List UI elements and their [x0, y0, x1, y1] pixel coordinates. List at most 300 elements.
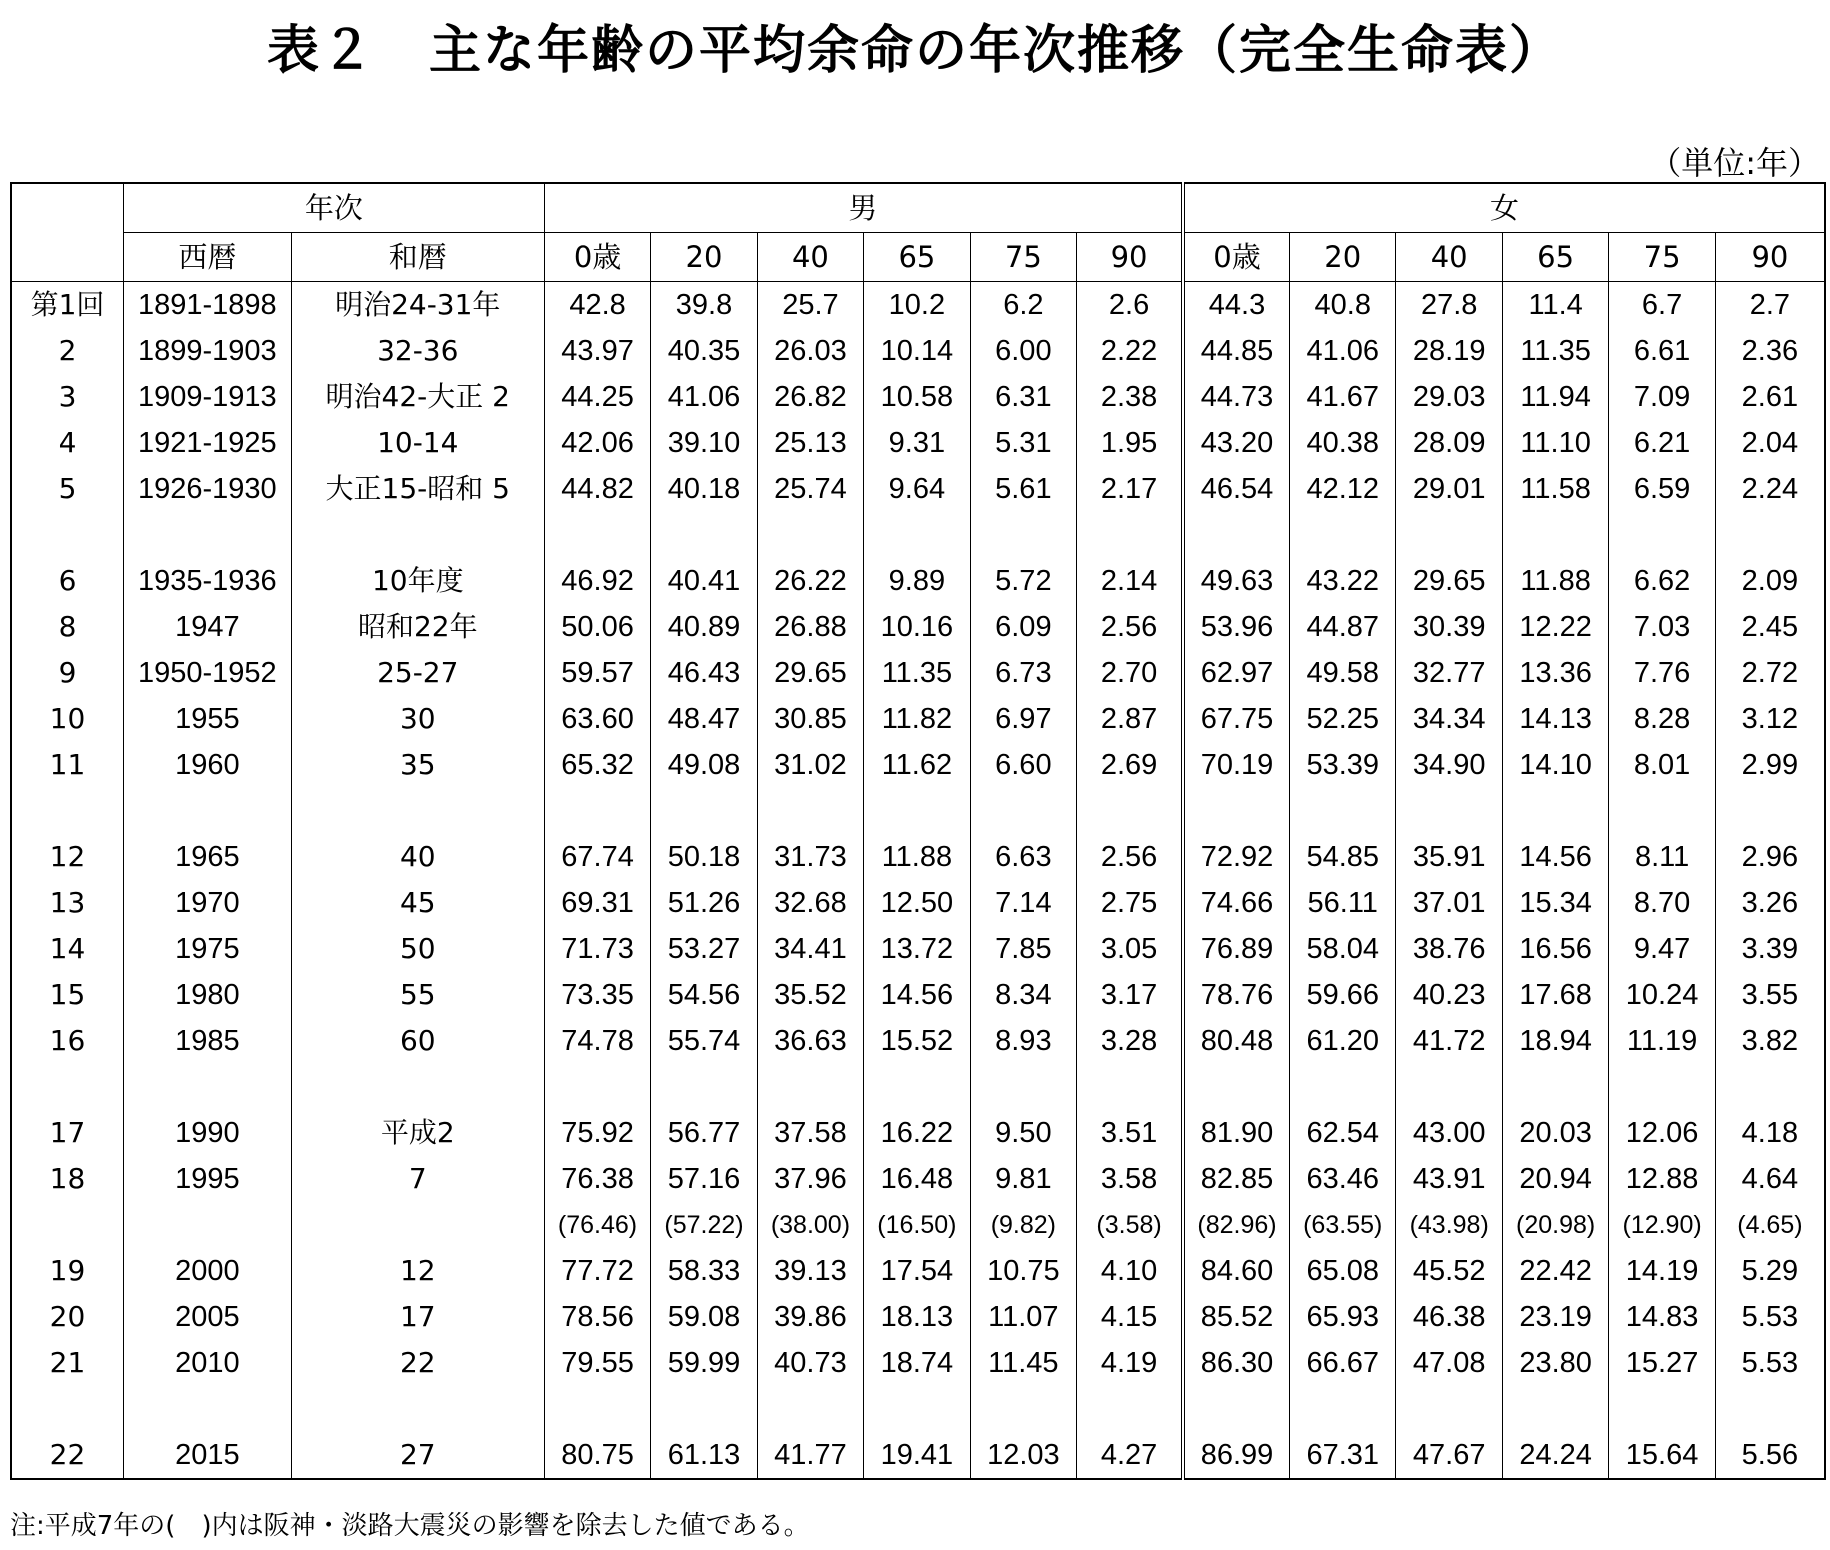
spacer-cell [1077, 1064, 1183, 1110]
female-value-cell: 67.75 [1183, 696, 1289, 742]
male-value-cell: 39.8 [651, 282, 757, 329]
female-value-cell: 47.67 [1396, 1432, 1502, 1479]
round-cell: 20 [11, 1294, 123, 1340]
female-value-cell: 2.24 [1715, 466, 1825, 512]
female-value-cell: 86.99 [1183, 1432, 1289, 1479]
female-value-cell: 20.03 [1502, 1110, 1608, 1156]
female-value-cell: 29.03 [1396, 374, 1502, 420]
male-value-cell: 80.75 [544, 1432, 650, 1479]
male-value-cell: 40.73 [757, 1340, 863, 1386]
female-value-cell: 11.35 [1502, 328, 1608, 374]
spacer-cell [1609, 512, 1715, 558]
female-value-cell: 30.39 [1396, 604, 1502, 650]
female-value-cell: 34.34 [1396, 696, 1502, 742]
wareki-cell: 10年度 [291, 558, 544, 604]
male-value-cell: 26.82 [757, 374, 863, 420]
male-header: 男 [544, 183, 1183, 233]
male-value-cell: (9.82) [970, 1202, 1076, 1248]
wareki-cell: 17 [291, 1294, 544, 1340]
male-value-cell: 16.48 [864, 1156, 970, 1202]
female-value-cell: 3.26 [1715, 880, 1825, 926]
round-cell: 11 [11, 742, 123, 788]
table-row [11, 1156, 1825, 1202]
seireki-cell: 1947 [123, 604, 291, 650]
page-title: 表２ 主な年齢の平均余命の年次推移（完全生命表） [266, 21, 1563, 81]
female-value-cell: 63.46 [1290, 1156, 1396, 1202]
round-cell: 15 [11, 972, 123, 1018]
male-value-cell: 2.22 [1077, 328, 1183, 374]
male-value-cell: 56.77 [651, 1110, 757, 1156]
male-value-cell: 61.13 [651, 1432, 757, 1479]
male-value-cell: 37.58 [757, 1110, 863, 1156]
footnote: 注:平成7年の( )内は阪神・淡路大震災の影響を除去した値である。 [10, 1511, 810, 1541]
female-value-cell: 41.06 [1290, 328, 1396, 374]
male-value-cell: 39.10 [651, 420, 757, 466]
male-value-cell: 73.35 [544, 972, 650, 1018]
round-cell: 6 [11, 558, 123, 604]
seireki-cell: 1965 [123, 834, 291, 880]
table-row [11, 466, 1825, 512]
female-age-header: 40 [1396, 233, 1502, 282]
spacer-cell [291, 788, 544, 834]
male-value-cell: 12.03 [970, 1432, 1076, 1479]
spacer-cell [1396, 512, 1502, 558]
spacer-cell [1183, 512, 1289, 558]
female-value-cell: (4.65) [1715, 1202, 1825, 1248]
male-value-cell: 77.72 [544, 1248, 650, 1294]
male-value-cell: 30.85 [757, 696, 863, 742]
spacer-row [11, 1064, 1825, 1110]
seireki-cell: 1909-1913 [123, 374, 291, 420]
male-value-cell: 6.09 [970, 604, 1076, 650]
male-value-cell: 40.89 [651, 604, 757, 650]
male-value-cell: 53.27 [651, 926, 757, 972]
table-row [11, 374, 1825, 420]
female-value-cell: 4.64 [1715, 1156, 1825, 1202]
female-value-cell: (43.98) [1396, 1202, 1502, 1248]
female-value-cell: 11.4 [1502, 282, 1608, 329]
wareki-cell: 55 [291, 972, 544, 1018]
spacer-cell [1502, 1386, 1608, 1432]
female-value-cell: 2.09 [1715, 558, 1825, 604]
spacer-cell [1502, 512, 1608, 558]
wareki-header: 和暦 [291, 233, 544, 282]
female-value-cell: 3.55 [1715, 972, 1825, 1018]
male-value-cell: 4.15 [1077, 1294, 1183, 1340]
female-value-cell: 2.04 [1715, 420, 1825, 466]
female-value-cell: 8.28 [1609, 696, 1715, 742]
male-value-cell: 44.25 [544, 374, 650, 420]
spacer-cell [291, 512, 544, 558]
wareki-cell: 40 [291, 834, 544, 880]
spacer-row [11, 1386, 1825, 1432]
seireki-cell: 1926-1930 [123, 466, 291, 512]
male-value-cell: 40.35 [651, 328, 757, 374]
female-value-cell: 45.52 [1396, 1248, 1502, 1294]
female-value-cell: 15.34 [1502, 880, 1608, 926]
male-value-cell: 74.78 [544, 1018, 650, 1064]
female-value-cell: 2.36 [1715, 328, 1825, 374]
male-value-cell: 3.58 [1077, 1156, 1183, 1202]
female-value-cell: 11.88 [1502, 558, 1608, 604]
female-value-cell: 28.19 [1396, 328, 1502, 374]
wareki-cell: 明治24-31年 [291, 282, 544, 329]
male-value-cell: 2.87 [1077, 696, 1183, 742]
female-value-cell: 52.25 [1290, 696, 1396, 742]
male-value-cell: 11.88 [864, 834, 970, 880]
female-age-header: 65 [1502, 233, 1608, 282]
male-value-cell: 6.31 [970, 374, 1076, 420]
spacer-cell [1077, 1386, 1183, 1432]
male-value-cell: 8.34 [970, 972, 1076, 1018]
male-value-cell: 31.73 [757, 834, 863, 880]
male-value-cell: 11.45 [970, 1340, 1076, 1386]
male-value-cell: 31.02 [757, 742, 863, 788]
female-value-cell: 44.73 [1183, 374, 1289, 420]
female-value-cell: 46.38 [1396, 1294, 1502, 1340]
male-value-cell: 3.17 [1077, 972, 1183, 1018]
spacer-cell [1290, 512, 1396, 558]
wareki-cell: 60 [291, 1018, 544, 1064]
female-value-cell: 5.29 [1715, 1248, 1825, 1294]
female-value-cell: 12.06 [1609, 1110, 1715, 1156]
male-value-cell: 26.03 [757, 328, 863, 374]
round-cell: 21 [11, 1340, 123, 1386]
male-value-cell: 9.81 [970, 1156, 1076, 1202]
female-value-cell: 37.01 [1396, 880, 1502, 926]
spacer-cell [544, 1064, 650, 1110]
round-cell: 14 [11, 926, 123, 972]
male-value-cell: 3.28 [1077, 1018, 1183, 1064]
male-value-cell: 2.17 [1077, 466, 1183, 512]
spacer-cell [123, 512, 291, 558]
spacer-cell [757, 512, 863, 558]
male-value-cell: 50.06 [544, 604, 650, 650]
spacer-cell [864, 1386, 970, 1432]
seireki-cell: 1955 [123, 696, 291, 742]
spacer-cell [291, 1386, 544, 1432]
male-value-cell: (3.58) [1077, 1202, 1183, 1248]
male-value-cell: (76.46) [544, 1202, 650, 1248]
male-value-cell: 1.95 [1077, 420, 1183, 466]
wareki-cell: 大正15-昭和 5 [291, 466, 544, 512]
wareki-cell: 7 [291, 1156, 544, 1202]
female-value-cell: 14.56 [1502, 834, 1608, 880]
male-value-cell: 37.96 [757, 1156, 863, 1202]
male-value-cell: 65.32 [544, 742, 650, 788]
female-value-cell: 9.47 [1609, 926, 1715, 972]
female-value-cell: 5.53 [1715, 1294, 1825, 1340]
female-value-cell: 15.64 [1609, 1432, 1715, 1479]
male-value-cell: 71.73 [544, 926, 650, 972]
spacer-cell [757, 1064, 863, 1110]
spacer-cell [864, 512, 970, 558]
seireki-cell: 1975 [123, 926, 291, 972]
male-value-cell: 50.18 [651, 834, 757, 880]
male-value-cell: 6.63 [970, 834, 1076, 880]
male-value-cell: (16.50) [864, 1202, 970, 1248]
spacer-cell [651, 1064, 757, 1110]
male-value-cell: 46.92 [544, 558, 650, 604]
male-value-cell: 14.56 [864, 972, 970, 1018]
male-age-header: 20 [651, 233, 757, 282]
spacer-cell [970, 1064, 1076, 1110]
male-value-cell: 13.72 [864, 926, 970, 972]
female-value-cell: 8.70 [1609, 880, 1715, 926]
spacer-cell [11, 1386, 123, 1432]
male-value-cell: 5.61 [970, 466, 1076, 512]
female-value-cell: 11.58 [1502, 466, 1608, 512]
table-row [11, 420, 1825, 466]
table-row [11, 650, 1825, 696]
wareki-cell: 平成2 [291, 1110, 544, 1156]
spacer-cell [1502, 788, 1608, 834]
male-value-cell: 67.74 [544, 834, 650, 880]
male-value-cell: 11.35 [864, 650, 970, 696]
male-value-cell: 39.13 [757, 1248, 863, 1294]
spacer-cell [123, 1064, 291, 1110]
female-value-cell: 28.09 [1396, 420, 1502, 466]
spacer-cell [970, 1386, 1076, 1432]
round-cell: 13 [11, 880, 123, 926]
male-value-cell: 78.56 [544, 1294, 650, 1340]
female-value-cell: 8.11 [1609, 834, 1715, 880]
male-value-cell: 25.13 [757, 420, 863, 466]
female-value-cell: 56.11 [1290, 880, 1396, 926]
spacer-cell [123, 1386, 291, 1432]
male-value-cell: (38.00) [757, 1202, 863, 1248]
male-value-cell: 10.16 [864, 604, 970, 650]
male-value-cell: 6.97 [970, 696, 1076, 742]
male-value-cell: 18.13 [864, 1294, 970, 1340]
male-value-cell: 16.22 [864, 1110, 970, 1156]
male-value-cell: 57.16 [651, 1156, 757, 1202]
female-value-cell: 32.77 [1396, 650, 1502, 696]
table-row [11, 1340, 1825, 1386]
female-value-cell: 49.63 [1183, 558, 1289, 604]
female-age-header: 0歳 [1183, 233, 1289, 282]
female-value-cell: 76.89 [1183, 926, 1289, 972]
spacer-cell [651, 1386, 757, 1432]
spacer-cell [864, 1064, 970, 1110]
female-value-cell: 23.80 [1502, 1340, 1608, 1386]
table-row [11, 1018, 1825, 1064]
spacer-cell [1715, 1064, 1825, 1110]
male-value-cell: 55.74 [651, 1018, 757, 1064]
female-value-cell: 44.87 [1290, 604, 1396, 650]
seireki-cell: 2015 [123, 1432, 291, 1479]
female-value-cell: 61.20 [1290, 1018, 1396, 1064]
male-value-cell: 10.14 [864, 328, 970, 374]
female-value-cell: 27.8 [1396, 282, 1502, 329]
male-value-cell: 11.62 [864, 742, 970, 788]
round-cell: 8 [11, 604, 123, 650]
wareki-cell [291, 1202, 544, 1248]
female-value-cell: 24.24 [1502, 1432, 1608, 1479]
female-header: 女 [1183, 183, 1825, 233]
female-value-cell: 29.01 [1396, 466, 1502, 512]
male-value-cell: 4.27 [1077, 1432, 1183, 1479]
female-value-cell: 14.10 [1502, 742, 1608, 788]
spacer-cell [1502, 1064, 1608, 1110]
round-cell: 12 [11, 834, 123, 880]
spacer-cell [1609, 788, 1715, 834]
table-row [11, 328, 1825, 374]
male-value-cell: 5.72 [970, 558, 1076, 604]
female-value-cell: 18.94 [1502, 1018, 1608, 1064]
female-value-cell: 3.39 [1715, 926, 1825, 972]
female-value-cell: 16.56 [1502, 926, 1608, 972]
male-value-cell: 29.65 [757, 650, 863, 696]
wareki-cell: 25-27 [291, 650, 544, 696]
female-value-cell: 43.20 [1183, 420, 1289, 466]
round-cell: 18 [11, 1156, 123, 1202]
seireki-header: 西暦 [123, 233, 291, 282]
female-value-cell: 13.36 [1502, 650, 1608, 696]
female-value-cell: 41.67 [1290, 374, 1396, 420]
seireki-cell [123, 1202, 291, 1248]
male-value-cell: 2.70 [1077, 650, 1183, 696]
female-value-cell: 46.54 [1183, 466, 1289, 512]
spacer-cell [970, 512, 1076, 558]
male-value-cell: 9.50 [970, 1110, 1076, 1156]
female-value-cell: 49.58 [1290, 650, 1396, 696]
table-row [11, 1248, 1825, 1294]
female-value-cell: 29.65 [1396, 558, 1502, 604]
female-value-cell: 47.08 [1396, 1340, 1502, 1386]
wareki-cell: 35 [291, 742, 544, 788]
female-value-cell: 59.66 [1290, 972, 1396, 1018]
male-value-cell: 51.26 [651, 880, 757, 926]
seireki-cell: 1990 [123, 1110, 291, 1156]
round-cell: 第1回 [11, 282, 123, 329]
male-value-cell: 18.74 [864, 1340, 970, 1386]
seireki-cell: 1899-1903 [123, 328, 291, 374]
female-value-cell: 8.01 [1609, 742, 1715, 788]
round-cell: 19 [11, 1248, 123, 1294]
spacer-cell [1609, 1386, 1715, 1432]
spacer-cell [1183, 1064, 1289, 1110]
spacer-cell [291, 1064, 544, 1110]
female-age-header: 90 [1715, 233, 1825, 282]
table-row [11, 834, 1825, 880]
female-value-cell: 81.90 [1183, 1110, 1289, 1156]
male-value-cell: 54.56 [651, 972, 757, 1018]
spacer-cell [1396, 1386, 1502, 1432]
female-value-cell: 70.19 [1183, 742, 1289, 788]
female-value-cell: 22.42 [1502, 1248, 1608, 1294]
spacer-cell [1290, 1386, 1396, 1432]
female-value-cell: 7.03 [1609, 604, 1715, 650]
female-value-cell: 2.99 [1715, 742, 1825, 788]
male-value-cell: 10.75 [970, 1248, 1076, 1294]
spacer-cell [970, 788, 1076, 834]
male-value-cell: 26.22 [757, 558, 863, 604]
male-value-cell: 41.77 [757, 1432, 863, 1479]
wareki-cell: 32-36 [291, 328, 544, 374]
female-value-cell: 23.19 [1502, 1294, 1608, 1340]
female-age-header: 75 [1609, 233, 1715, 282]
male-value-cell: 58.33 [651, 1248, 757, 1294]
table-row [11, 1294, 1825, 1340]
female-value-cell: (63.55) [1290, 1202, 1396, 1248]
spacer-cell [651, 788, 757, 834]
table-row [11, 1202, 1825, 1248]
female-value-cell: (12.90) [1609, 1202, 1715, 1248]
male-age-header: 40 [757, 233, 863, 282]
spacer-cell [757, 1386, 863, 1432]
male-value-cell: 25.74 [757, 466, 863, 512]
female-value-cell: 11.10 [1502, 420, 1608, 466]
female-value-cell: (20.98) [1502, 1202, 1608, 1248]
spacer-cell [1183, 788, 1289, 834]
male-value-cell: 76.38 [544, 1156, 650, 1202]
spacer-cell [11, 1064, 123, 1110]
male-value-cell: 59.08 [651, 1294, 757, 1340]
female-value-cell: 3.82 [1715, 1018, 1825, 1064]
male-value-cell: 79.55 [544, 1340, 650, 1386]
spacer-cell [544, 788, 650, 834]
female-value-cell: 14.13 [1502, 696, 1608, 742]
seireki-cell: 1970 [123, 880, 291, 926]
male-value-cell: (57.22) [651, 1202, 757, 1248]
male-value-cell: 9.31 [864, 420, 970, 466]
spacer-cell [1290, 788, 1396, 834]
male-value-cell: 39.86 [757, 1294, 863, 1340]
male-value-cell: 2.56 [1077, 834, 1183, 880]
male-value-cell: 49.08 [651, 742, 757, 788]
male-age-header: 75 [970, 233, 1076, 282]
seireki-cell: 1995 [123, 1156, 291, 1202]
female-value-cell: 2.45 [1715, 604, 1825, 650]
female-value-cell: 74.66 [1183, 880, 1289, 926]
male-value-cell: 43.97 [544, 328, 650, 374]
seireki-cell: 1980 [123, 972, 291, 1018]
male-value-cell: 2.56 [1077, 604, 1183, 650]
male-value-cell: 36.63 [757, 1018, 863, 1064]
table-row [11, 282, 1825, 329]
male-value-cell: 75.92 [544, 1110, 650, 1156]
unit-label: （単位:年） [1649, 144, 1820, 182]
male-value-cell: 32.68 [757, 880, 863, 926]
round-cell: 16 [11, 1018, 123, 1064]
female-value-cell: 5.53 [1715, 1340, 1825, 1386]
male-value-cell: 42.8 [544, 282, 650, 329]
seireki-cell: 1985 [123, 1018, 291, 1064]
female-value-cell: 6.59 [1609, 466, 1715, 512]
male-value-cell: 3.51 [1077, 1110, 1183, 1156]
round-cell: 10 [11, 696, 123, 742]
female-value-cell: 78.76 [1183, 972, 1289, 1018]
female-value-cell: 15.27 [1609, 1340, 1715, 1386]
female-value-cell: 44.85 [1183, 328, 1289, 374]
male-age-header: 0歳 [544, 233, 650, 282]
male-value-cell: 6.2 [970, 282, 1076, 329]
female-value-cell: 3.12 [1715, 696, 1825, 742]
male-value-cell: 2.14 [1077, 558, 1183, 604]
table-row [11, 1110, 1825, 1156]
male-value-cell: 9.64 [864, 466, 970, 512]
male-value-cell: 6.73 [970, 650, 1076, 696]
male-value-cell: 3.05 [1077, 926, 1183, 972]
male-value-cell: 26.88 [757, 604, 863, 650]
spacer-cell [757, 788, 863, 834]
female-value-cell: 41.72 [1396, 1018, 1502, 1064]
spacer-cell [1077, 788, 1183, 834]
female-value-cell: 11.94 [1502, 374, 1608, 420]
female-value-cell: 38.76 [1396, 926, 1502, 972]
female-value-cell: (82.96) [1183, 1202, 1289, 1248]
